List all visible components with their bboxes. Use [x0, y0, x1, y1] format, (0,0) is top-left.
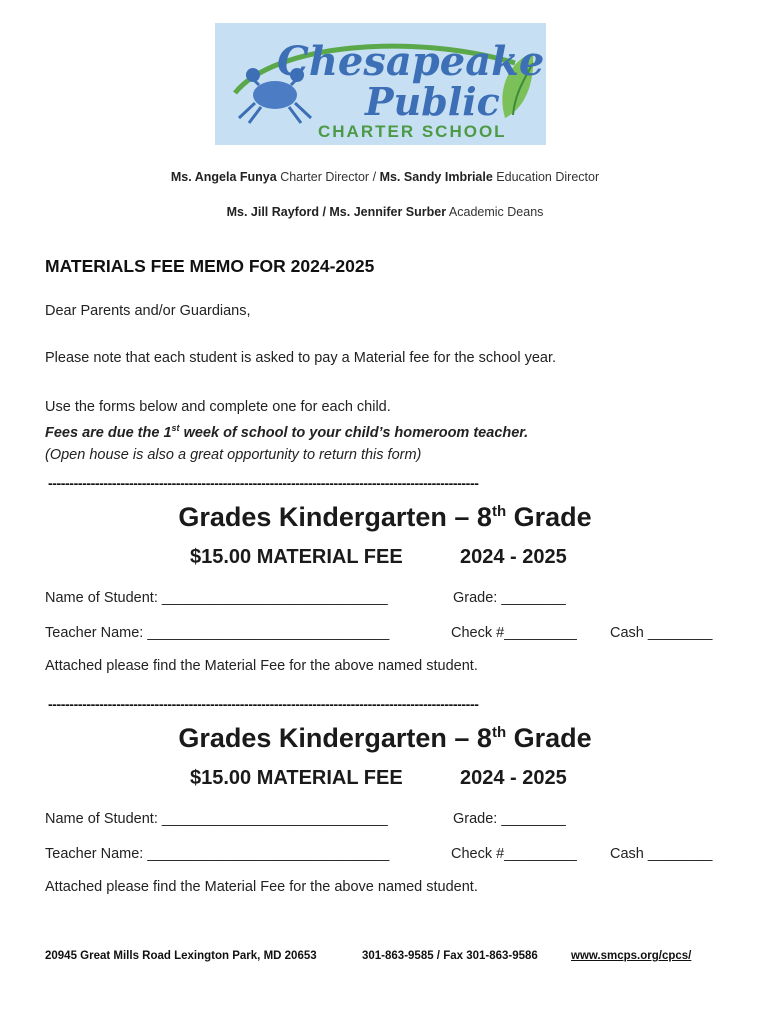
fee-form-1 — [0, 500, 770, 700]
form-fee: $15.00 MATERIAL FEE — [190, 767, 403, 789]
form-heading: Grades Kindergarten – 8th Grade — [178, 502, 592, 532]
form-fee: $15.00 MATERIAL FEE — [190, 546, 403, 568]
deans-names: Ms. Jill Rayford / Ms. Jennifer Surber — [226, 205, 447, 219]
grade-field: Grade: ________ — [453, 811, 566, 827]
form-heading: Grades Kindergarten – 8th Grade — [178, 723, 592, 753]
form-year: 2024 - 2025 — [460, 767, 567, 789]
logo-text-chesapeake: Chesapeake — [277, 38, 545, 85]
staff-separator: / — [372, 170, 377, 184]
deans-line — [0, 205, 770, 219]
footer-website-link[interactable]: www.smcps.org/cpcs/ — [571, 950, 692, 962]
director1-title: Charter Director — [280, 170, 370, 184]
student-name-field: Name of Student: ____________________________ — [45, 811, 388, 827]
memo-greeting: Dear Parents and/or Guardians, — [45, 303, 251, 319]
logo-text-charter-school: CHARTER SCHOOL — [318, 122, 507, 141]
form-attached-note: Attached please find the Material Fee for the above named student. — [45, 879, 478, 895]
memo-title: MATERIALS FEE MEMO FOR 2024-2025 — [45, 256, 375, 276]
check-number-field: Check #_________ — [451, 846, 577, 862]
memo-note: Please note that each student is asked to pay a Material fee for the school year. — [45, 350, 557, 366]
director2-title: Education Director — [496, 170, 600, 184]
director1-name: Ms. Angela Funya — [170, 170, 277, 184]
memo-due-date: Fees are due the 1st week of school to your child’s homeroom teacher. — [45, 423, 529, 441]
teacher-name-field: Teacher Name: ______________________________ — [45, 625, 390, 641]
cut-line-2: ----------------------------------------------------------------------------------------------------- — [48, 697, 479, 711]
form-year: 2024 - 2025 — [460, 546, 567, 568]
directors-line — [0, 170, 770, 184]
cut-line-1: ----------------------------------------------------------------------------------------------------- — [48, 476, 479, 490]
memo-open-house: (Open house is also a great opportunity to return this form) — [45, 447, 422, 463]
student-name-field: Name of Student: ____________________________ — [45, 590, 388, 606]
cash-field: Cash ________ — [610, 846, 713, 862]
form-attached-note: Attached please find the Material Fee for the above named student. — [45, 658, 478, 674]
deans-title: Academic Deans — [448, 205, 544, 219]
cash-field: Cash ________ — [610, 625, 713, 641]
logo-text-public: Public — [365, 79, 500, 124]
grade-field: Grade: ________ — [453, 590, 566, 606]
check-number-field: Check #_________ — [451, 625, 577, 641]
fee-form-2 — [0, 721, 770, 921]
director2-name: Ms. Sandy Imbriale — [379, 170, 493, 184]
footer-address: 20945 Great Mills Road Lexington Park, MD 20653 — [45, 950, 317, 962]
school-logo — [215, 23, 546, 145]
memo-instructions: Use the forms below and complete one for each child. — [45, 399, 391, 415]
logo-graphic — [215, 23, 546, 145]
footer-phone: 301-863-9585 / Fax 301-863-9586 — [362, 950, 538, 962]
teacher-name-field: Teacher Name: ______________________________ — [45, 846, 390, 862]
